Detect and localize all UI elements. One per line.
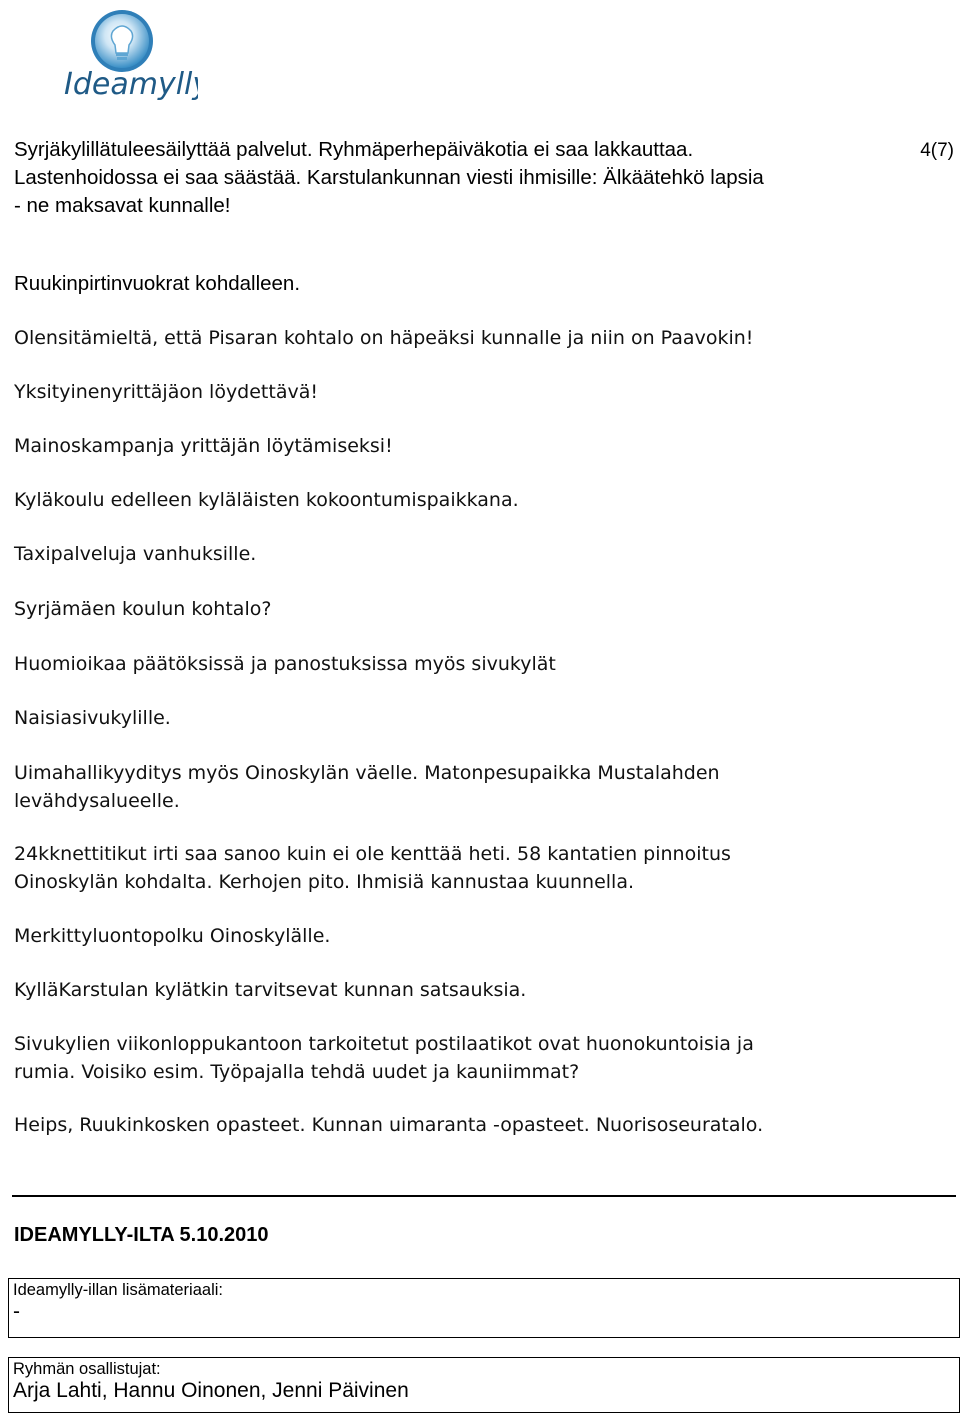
note-block [14,840,954,896]
note-line: Olensitämieltä, että Pisaran kohtalo on häpeäksi kunnalle ja niin on Paavokin! [14,327,754,349]
note-block [14,595,954,623]
ideamylly-logo [58,6,198,106]
svg-text:Ideamylly: Ideamylly [64,67,198,102]
note-line: Huomioikaa päätöksissä ja panostuksissa myös sivukylät [14,653,556,675]
participants-label: Ryhmän osallistujat: [13,1360,161,1378]
note-line: KylläKarstulan kylätkin tarvitsevat kunnan satsauksia. [14,979,527,1001]
page-number: 4(7) [920,140,954,161]
note-line: Syrjämäen koulun kohtalo? [14,598,272,620]
note-block [14,1111,954,1139]
note-line: Oinoskylän kohdalta. Kerhojen pito. Ihmisiä kannustaa kuunnella. [14,871,634,893]
footer-title: IDEAMYLLY-ILTA 5.10.2010 [14,1224,269,1246]
note-line: Merkittyluontopolku Oinoskylälle. [14,925,331,947]
note-block [14,759,954,815]
participants-value: Arja Lahti, Hannu Oinonen, Jenni Päivinen [13,1379,409,1402]
note-block [14,432,954,460]
note-block [14,976,954,1004]
note-line: Uimahallikyyditys myös Oinoskylän väelle. Matonpesupaikka Mustalahden [14,762,720,784]
materials-label: Ideamylly-illan lisämateriaali: [13,1281,223,1299]
participants-field [8,1357,960,1413]
note-line: levähdysalueelle. [14,790,180,812]
note-block [14,270,954,298]
note-block [14,650,954,678]
lightbulb-icon [58,6,198,106]
note-line: Kyläkoulu edelleen kyläläisten kokoontumispaikkana. [14,489,519,511]
note-block [14,1030,954,1086]
note-block [14,136,954,220]
note-line: Ruukinpirtinvuokrat kohdalleen. [14,272,301,295]
note-block [14,540,954,568]
note-line: rumia. Voisiko esim. Työpajalla tehdä uudet ja kauniimmat? [14,1061,580,1083]
note-block [14,704,954,732]
note-block [14,486,954,514]
materials-field [8,1278,960,1338]
note-line: Lastenhoidossa ei saa säästää. Karstulankunnan viesti ihmisille: Älkäätehkö lapsia [14,166,764,189]
note-line: Yksityinenyrittäjäon löydettävä! [14,381,318,403]
note-block [14,378,954,406]
note-line: Mainoskampanja yrittäjän löytämiseksi! [14,435,393,457]
divider [12,1195,956,1197]
note-line: Taxipalveluja vanhuksille. [14,543,257,565]
note-block [14,324,954,352]
materials-value: - [13,1300,20,1323]
note-line: Syrjäkylillätuleesäilyttää palvelut. Ryhmäperhepäiväkotia ei saa lakkauttaa. [14,138,694,161]
note-line: - ne maksavat kunnalle! [14,194,231,217]
note-line: Naisiasivukylille. [14,707,171,729]
note-line: Heips, Ruukinkosken opasteet. Kunnan uimaranta -opasteet. Nuorisoseuratalo. [14,1114,764,1136]
note-line: 24kknettitikut irti saa sanoo kuin ei ole kenttää heti. 58 kantatien pinnoitus [14,843,731,865]
note-block [14,922,954,950]
note-line: Sivukylien viikonloppukantoon tarkoitetut postilaatikot ovat huonokuntoisia ja [14,1033,754,1055]
